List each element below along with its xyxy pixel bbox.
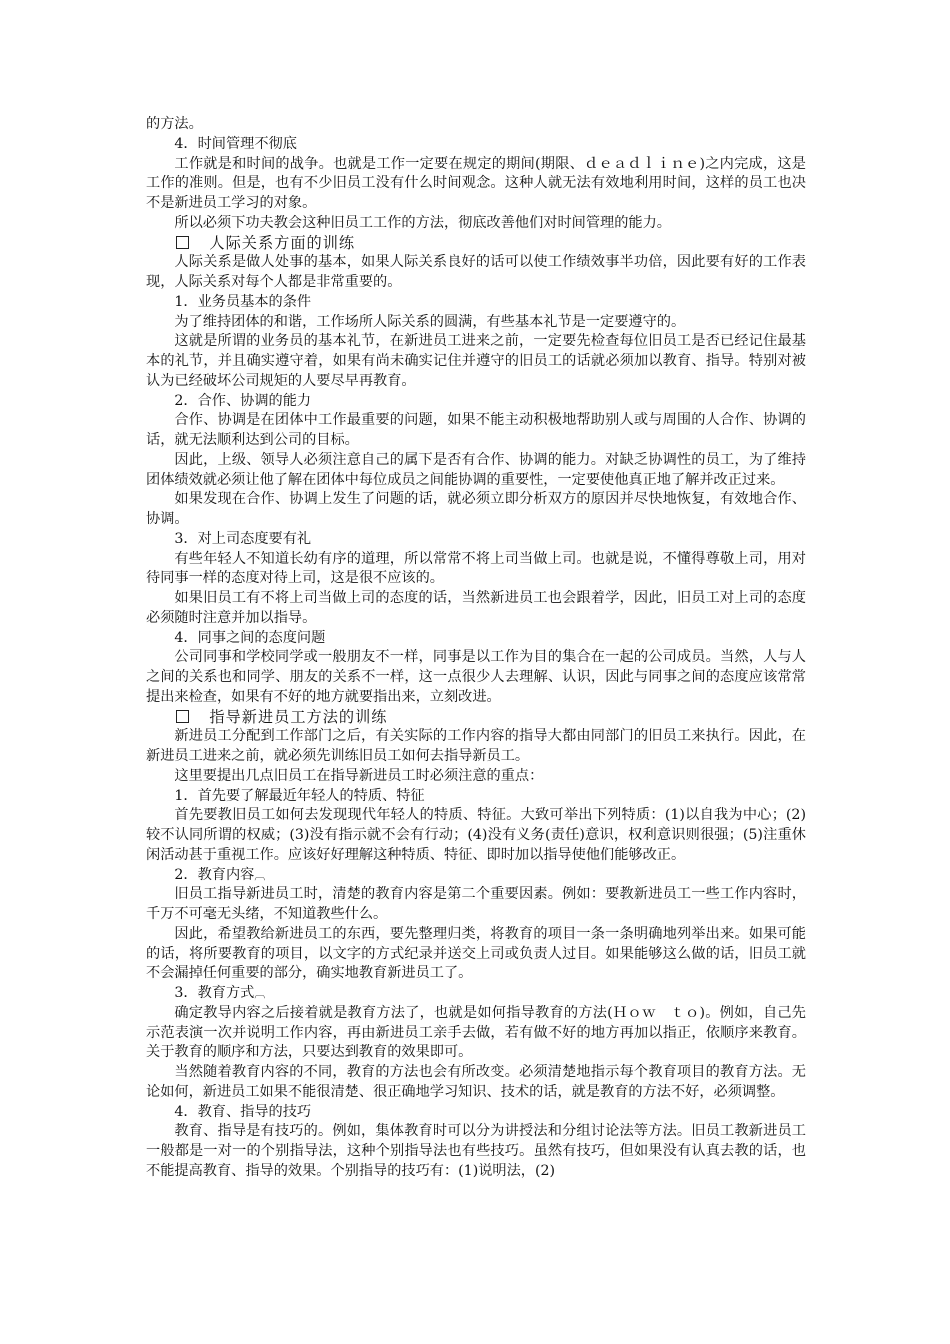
body-paragraph [146,313,806,333]
paragraph-text: 旧员工指导新进员工时，清楚的教育内容是第二个重要因素。例如：要教新进员工一些工作内容时，千万不可毫无头绪，不知道教些什么。 [146,886,806,922]
body-paragraph [146,787,806,807]
body-paragraph [146,155,806,214]
paragraph-text: 2．合作、协调的能力 [174,392,312,409]
body-paragraph [146,332,806,391]
bracket-mark: ︹ [254,868,266,882]
paragraph-text: 4．同事之间的态度问题 [174,629,326,646]
paragraph-text: 有些年轻人不知道长幼有序的道理，所以常常不将上司当做上司。也就是说，不懂得尊敬上司，用对待同事一样的态度对待上司，这是很不应该的。 [146,550,806,587]
body-paragraph [146,490,806,530]
paragraph-text: 教育、指导是有技巧的。例如，集体教育时可以分为讲授法和分组讨论法等方法。旧员工教新进员工一般都是一对一的个别指导法，这种个别指导法也有些技巧。虽然有技巧，但如果没有认真去教的话，也不能提高教育、指导的效果。个别指导的技巧有：(1)说明法，(2) [146,1123,806,1179]
paragraph-text: 新进员工分配到工作部门之后，有关实际的工作内容的指导大都由同部门的旧员工来执行。因此，在新进员工进来之前，就必须先训练旧员工如何去指导新员工。 [146,728,806,764]
body-paragraph [146,253,806,293]
document-page [146,115,806,1182]
paragraph-text: 的方法。 [146,116,203,132]
paragraph-text: 首先要教旧员工如何去发现现代年轻人的特质、特征。大致可举出下列特质：(1)以自我为中心；(2)较不认同所谓的权威；(3)没有指示就不会有行动；(4)没有义务(责任)意识，权利意识则很强；(5)注重休闲活动甚于重视工作。应该好好理解这种特质、特征、即时加以指导使他们能够改正。 [146,807,806,863]
paragraph-text: 因此，上级、领导人必须注意自己的属下是否有合作、协调的能力。对缺乏协调性的员工，为了维持团体绩效就必须让他了解在团体中每位成员之间能协调的重要性，一定要使他真正地了解并改正过来。 [146,451,806,488]
paragraph-text: 公司同事和学校同学或一般朋友不一样，同事是以工作为目的集合在一起的公司成员。当然，人与人之间的关系也和同学、朋友的关系不一样，这一点很少人去理解、认识，因此与同事之间的态度应该常常提出来检查，如果有不好的地方就要指出来，立刻改进。 [146,649,806,705]
body-paragraph [146,293,806,313]
body-paragraph [146,411,806,451]
body-paragraph [146,767,806,787]
section-heading-text: 指导新进员工方法的训练 [209,707,388,726]
body-paragraph [146,866,806,886]
checkbox-square-icon [176,236,189,249]
paragraph-text: 当然随着教育内容的不同，教育的方法也会有所改变。必须清楚地指示每个教育项目的教育方法。无论如何，新进员工如果不能很清楚、很正确地学习知识、技术的话，就是教育的方法不好，必须调整。 [146,1064,806,1100]
body-paragraph [146,885,806,925]
paragraph-text: 这就是所谓的业务员的基本礼节，在新进员工进来之前，一定要先检查每位旧员工是否已经记住最基本的礼节，并且确实遵守着，如果有尚未确实记住并遵守的旧员工的话就必须加以教育、指导。特别对被认为已经破坏公司规矩的人要尽早再教育。 [146,333,806,389]
body-paragraph [146,530,806,550]
body-paragraph [146,1122,806,1181]
section-heading [146,234,806,254]
body-paragraph [146,727,806,767]
body-paragraph [146,925,806,984]
paragraph-text: 合作、协调是在团体中工作最重要的问题，如果不能主动积极地帮助别人或与周围的人合作、协调的话，就无法顺利达到公司的目标。 [146,412,806,448]
paragraph-text: 这里要提出几点旧员工在指导新进员工时必须注意的重点： [174,767,544,784]
checkbox-square-icon [176,710,189,723]
paragraph-text: 2．教育内容 [174,866,255,883]
body-paragraph [146,1063,806,1103]
paragraph-text: 工作就是和时间的战争。也就是工作一定要在规定的期间(期限、ｄｅａｄｌｉｎｅ)之内完成，这是工作的准则。但是，也有不少旧员工没有什么时间观念。这种人就无法有效地利用时间，这样的员工也决不是新进员工学习的对象。 [146,155,806,211]
section-heading-text: 人际关系方面的训练 [209,233,356,252]
body-paragraph [146,984,806,1004]
body-paragraph [146,214,806,234]
body-paragraph [146,648,806,707]
body-paragraph [146,392,806,412]
body-paragraph [146,550,806,590]
paragraph-text: 4．时间管理不彻底 [174,135,297,152]
body-paragraph [146,1004,806,1063]
section-heading [146,708,806,728]
paragraph-text: 如果发现在合作、协调上发生了问题的话，就必须立即分析双方的原因并尽快地恢复，有效地合作、协调。 [146,491,806,527]
paragraph-text: 所以必须下功夫教会这种旧员工工作的方法，彻底改善他们对时间管理的能力。 [174,214,671,231]
paragraph-text: 3．对上司态度要有礼 [174,530,312,547]
paragraph-text: 3．教育方式 [174,985,255,1001]
paragraph-text: 因此，希望教给新进员工的东西，要先整理归类，将教育的项目一条一条明确地列举出来。如果可能的话，将所要教育的项目，以文字的方式纪录并送交上司或负责人过目。如果能够这么做的话，旧员工就不会漏掉任何重要的部分，确实地教育新进员工了。 [146,925,806,982]
paragraph-text: 为了维持团体的和谐，工作场所人际关系的圆满，有些基本礼节是一定要遵守的。 [174,313,686,330]
paragraph-text: 1．业务员基本的条件 [174,293,312,310]
body-paragraph [146,589,806,629]
body-paragraph [146,135,806,155]
paragraph-text: 确定教导内容之后接着就是教育方法了，也就是如何指导教育的方法(Ｈｏｗ ｔｏ)。例如，自己先示范表演一次并说明工作内容，再由新进员工亲手去做，若有做不好的地方再加以指正，依顺序来教育。关于教育的顺序和方法，只要达到教育的效果即可。 [146,1004,806,1061]
body-paragraph [146,1103,806,1123]
bracket-mark: ︹ [254,987,266,1000]
paragraph-text: 人际关系是做人处事的基本，如果人际关系良好的话可以使工作绩效事半功倍，因此要有好的工作表现，人际关系对每个人都是非常重要的。 [146,254,806,290]
paragraph-text: 1．首先要了解最近年轻人的特质、特征 [174,787,425,804]
paragraph-text: 如果旧员工有不将上司当做上司的态度的话，当然新进员工也会跟着学，因此，旧员工对上司的态度必须随时注意并加以指导。 [146,590,806,626]
body-paragraph [146,629,806,649]
body-paragraph [146,806,806,865]
paragraph-text: 4．教育、指导的技巧 [174,1103,312,1120]
body-paragraph [146,115,806,135]
body-paragraph [146,451,806,491]
